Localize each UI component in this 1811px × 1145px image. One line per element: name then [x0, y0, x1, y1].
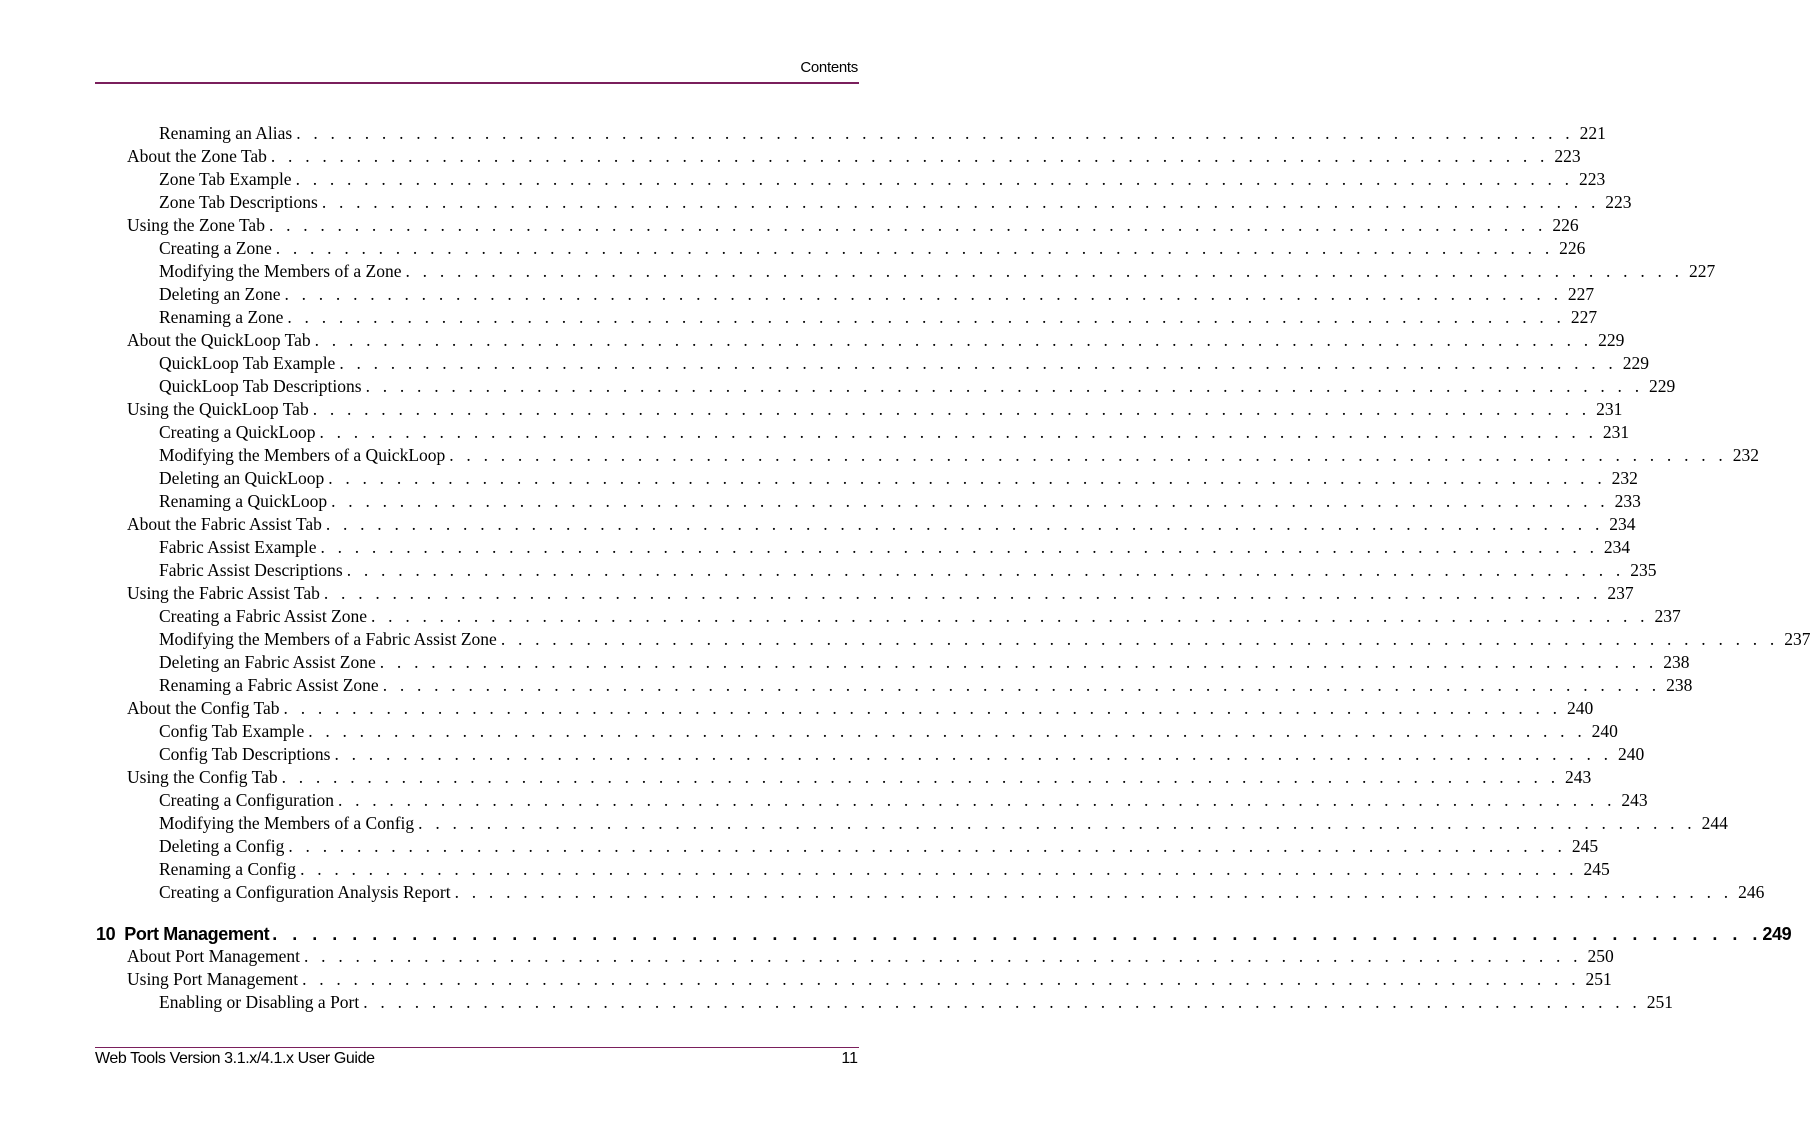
toc-entry[interactable]: Creating a Zone . . . . . . . . . . . . . . . . . . . . . . . . . . . . . . . . . . . . . . . . . . . . . . . . . . . . . . . . . . . . . . . . . . . . . . . . . . . 226	[159, 238, 1586, 258]
toc-entry[interactable]: Renaming an Alias . . . . . . . . . . . . . . . . . . . . . . . . . . . . . . . . . . . . . . . . . . . . . . . . . . . . . . . . . . . . . . . . . . . . . . . . . . . 221	[159, 123, 1606, 143]
toc-entry[interactable]: About the QuickLoop Tab . . . . . . . . . . . . . . . . . . . . . . . . . . . . . . . . . . . . . . . . . . . . . . . . . . . . . . . . . . . . . . . . . . . . . . . . . . . 229	[127, 330, 1625, 350]
toc-entry[interactable]: About the Config Tab . . . . . . . . . . . . . . . . . . . . . . . . . . . . . . . . . . . . . . . . . . . . . . . . . . . . . . . . . . . . . . . . . . . . . . . . . . . 240	[127, 698, 1594, 718]
footer-page-number: 11	[841, 1050, 858, 1067]
toc-entry[interactable]: Zone Tab Example . . . . . . . . . . . . . . . . . . . . . . . . . . . . . . . . . . . . . . . . . . . . . . . . . . . . . . . . . . . . . . . . . . . . . . . . . . . 223	[159, 169, 1606, 189]
running-header: Contents	[800, 59, 858, 76]
toc-entry[interactable]: About Port Management . . . . . . . . . . . . . . . . . . . . . . . . . . . . . . . . . . . . . . . . . . . . . . . . . . . . . . . . . . . . . . . . . . . . . . . . . . . 250	[127, 946, 1614, 966]
toc-entry[interactable]: About the Zone Tab . . . . . . . . . . . . . . . . . . . . . . . . . . . . . . . . . . . . . . . . . . . . . . . . . . . . . . . . . . . . . . . . . . . . . . . . . . . 223	[127, 146, 1581, 166]
toc-entry[interactable]: QuickLoop Tab Descriptions . . . . . . . . . . . . . . . . . . . . . . . . . . . . . . . . . . . . . . . . . . . . . . . . . . . . . . . . . . . . . . . . . . . . . . . . . . . 229	[159, 376, 1676, 396]
toc-entry[interactable]: Renaming a Zone . . . . . . . . . . . . . . . . . . . . . . . . . . . . . . . . . . . . . . . . . . . . . . . . . . . . . . . . . . . . . . . . . . . . . . . . . . . 227	[159, 307, 1598, 327]
toc-entry[interactable]: Creating a Fabric Assist Zone . . . . . . . . . . . . . . . . . . . . . . . . . . . . . . . . . . . . . . . . . . . . . . . . . . . . . . . . . . . . . . . . . . . . . . . . . . . 237	[159, 606, 1681, 626]
footer-guide-title: Web Tools Version 3.1.x/4.1.x User Guide	[95, 1050, 375, 1067]
toc-entry[interactable]: Creating a Configuration . . . . . . . . . . . . . . . . . . . . . . . . . . . . . . . . . . . . . . . . . . . . . . . . . . . . . . . . . . . . . . . . . . . . . . . . . . . 243	[159, 790, 1648, 810]
toc-entry[interactable]: Deleting an Zone . . . . . . . . . . . . . . . . . . . . . . . . . . . . . . . . . . . . . . . . . . . . . . . . . . . . . . . . . . . . . . . . . . . . . . . . . . . 227	[159, 284, 1595, 304]
toc-entry[interactable]: Using the QuickLoop Tab . . . . . . . . . . . . . . . . . . . . . . . . . . . . . . . . . . . . . . . . . . . . . . . . . . . . . . . . . . . . . . . . . . . . . . . . . . . 231	[127, 399, 1623, 419]
footer-rule	[95, 1047, 859, 1048]
toc-entry[interactable]: Config Tab Example . . . . . . . . . . . . . . . . . . . . . . . . . . . . . . . . . . . . . . . . . . . . . . . . . . . . . . . . . . . . . . . . . . . . . . . . . . . 240	[159, 721, 1618, 741]
toc-entry[interactable]: Modifying the Members of a Zone . . . . . . . . . . . . . . . . . . . . . . . . . . . . . . . . . . . . . . . . . . . . . . . . . . . . . . . . . . . . . . . . . . . . . . . . . . . 227	[159, 261, 1716, 281]
toc-entry[interactable]: Deleting an Fabric Assist Zone . . . . . . . . . . . . . . . . . . . . . . . . . . . . . . . . . . . . . . . . . . . . . . . . . . . . . . . . . . . . . . . . . . . . . . . . . . . 238	[159, 652, 1690, 672]
toc-entry[interactable]: Enabling or Disabling a Port . . . . . . . . . . . . . . . . . . . . . . . . . . . . . . . . . . . . . . . . . . . . . . . . . . . . . . . . . . . . . . . . . . . . . . . . . . . 251	[159, 992, 1673, 1012]
toc-entry[interactable]: Creating a QuickLoop . . . . . . . . . . . . . . . . . . . . . . . . . . . . . . . . . . . . . . . . . . . . . . . . . . . . . . . . . . . . . . . . . . . . . . . . . . . 231	[159, 422, 1630, 442]
toc-entry[interactable]: About the Fabric Assist Tab . . . . . . . . . . . . . . . . . . . . . . . . . . . . . . . . . . . . . . . . . . . . . . . . . . . . . . . . . . . . . . . . . . . . . . . . . . . 234	[127, 514, 1636, 534]
toc-entry[interactable]: Using the Config Tab . . . . . . . . . . . . . . . . . . . . . . . . . . . . . . . . . . . . . . . . . . . . . . . . . . . . . . . . . . . . . . . . . . . . . . . . . . . 243	[127, 767, 1592, 787]
toc-entry[interactable]: Renaming a Config . . . . . . . . . . . . . . . . . . . . . . . . . . . . . . . . . . . . . . . . . . . . . . . . . . . . . . . . . . . . . . . . . . . . . . . . . . . 245	[159, 859, 1610, 879]
toc-entry[interactable]: Using the Zone Tab . . . . . . . . . . . . . . . . . . . . . . . . . . . . . . . . . . . . . . . . . . . . . . . . . . . . . . . . . . . . . . . . . . . . . . . . . . . 226	[127, 215, 1579, 235]
toc-entry[interactable]: Using Port Management . . . . . . . . . . . . . . . . . . . . . . . . . . . . . . . . . . . . . . . . . . . . . . . . . . . . . . . . . . . . . . . . . . . . . . . . . . . 251	[127, 969, 1612, 989]
toc-entry[interactable]: QuickLoop Tab Example . . . . . . . . . . . . . . . . . . . . . . . . . . . . . . . . . . . . . . . . . . . . . . . . . . . . . . . . . . . . . . . . . . . . . . . . . . . 229	[159, 353, 1650, 373]
toc-entry[interactable]: Deleting an QuickLoop . . . . . . . . . . . . . . . . . . . . . . . . . . . . . . . . . . . . . . . . . . . . . . . . . . . . . . . . . . . . . . . . . . . . . . . . . . . 232	[159, 468, 1638, 488]
toc-entry[interactable]: Creating a Configuration Analysis Report . . . . . . . . . . . . . . . . . . . . . . . . . . . . . . . . . . . . . . . . . . . . . . . . . . . . . . . . . . . . . . . . . . . . . . . . . . . 246	[159, 882, 1765, 902]
toc-chapter-heading[interactable]: 10 Port Management . . . . . . . . . . . . . . . . . . . . . . . . . . . . . . . . . . . . . . . . . . . . . . . . . . . . . . . . . . . . . . . . . . . . . . . . . . . 249	[96, 924, 1792, 944]
header-rule	[95, 82, 859, 84]
toc-entry[interactable]: Using the Fabric Assist Tab . . . . . . . . . . . . . . . . . . . . . . . . . . . . . . . . . . . . . . . . . . . . . . . . . . . . . . . . . . . . . . . . . . . . . . . . . . . 237	[127, 583, 1634, 603]
toc-entry[interactable]: Zone Tab Descriptions . . . . . . . . . . . . . . . . . . . . . . . . . . . . . . . . . . . . . . . . . . . . . . . . . . . . . . . . . . . . . . . . . . . . . . . . . . . 223	[159, 192, 1632, 212]
toc-entry[interactable]: Modifying the Members of a Config . . . . . . . . . . . . . . . . . . . . . . . . . . . . . . . . . . . . . . . . . . . . . . . . . . . . . . . . . . . . . . . . . . . . . . . . . . . 244	[159, 813, 1728, 833]
toc-entry[interactable]: Config Tab Descriptions . . . . . . . . . . . . . . . . . . . . . . . . . . . . . . . . . . . . . . . . . . . . . . . . . . . . . . . . . . . . . . . . . . . . . . . . . . . 240	[159, 744, 1645, 764]
toc-entry[interactable]: Renaming a QuickLoop . . . . . . . . . . . . . . . . . . . . . . . . . . . . . . . . . . . . . . . . . . . . . . . . . . . . . . . . . . . . . . . . . . . . . . . . . . . 233	[159, 491, 1641, 511]
toc-entry[interactable]: Fabric Assist Descriptions . . . . . . . . . . . . . . . . . . . . . . . . . . . . . . . . . . . . . . . . . . . . . . . . . . . . . . . . . . . . . . . . . . . . . . . . . . . 235	[159, 560, 1657, 580]
toc-entry[interactable]: Fabric Assist Example . . . . . . . . . . . . . . . . . . . . . . . . . . . . . . . . . . . . . . . . . . . . . . . . . . . . . . . . . . . . . . . . . . . . . . . . . . . 234	[159, 537, 1631, 557]
toc-entry[interactable]: Renaming a Fabric Assist Zone . . . . . . . . . . . . . . . . . . . . . . . . . . . . . . . . . . . . . . . . . . . . . . . . . . . . . . . . . . . . . . . . . . . . . . . . . . . 238	[159, 675, 1693, 695]
toc-entry[interactable]: Modifying the Members of a QuickLoop . . . . . . . . . . . . . . . . . . . . . . . . . . . . . . . . . . . . . . . . . . . . . . . . . . . . . . . . . . . . . . . . . . . . . . . . . . . 232	[159, 445, 1759, 465]
toc-entry[interactable]: Modifying the Members of a Fabric Assist Zone . . . . . . . . . . . . . . . . . . . . . . . . . . . . . . . . . . . . . . . . . . . . . . . . . . . . . . . . . . . . . . . . . . . . . . . . . . . 237	[159, 629, 1811, 649]
toc-entry[interactable]: Deleting a Config . . . . . . . . . . . . . . . . . . . . . . . . . . . . . . . . . . . . . . . . . . . . . . . . . . . . . . . . . . . . . . . . . . . . . . . . . . . 245	[159, 836, 1599, 856]
